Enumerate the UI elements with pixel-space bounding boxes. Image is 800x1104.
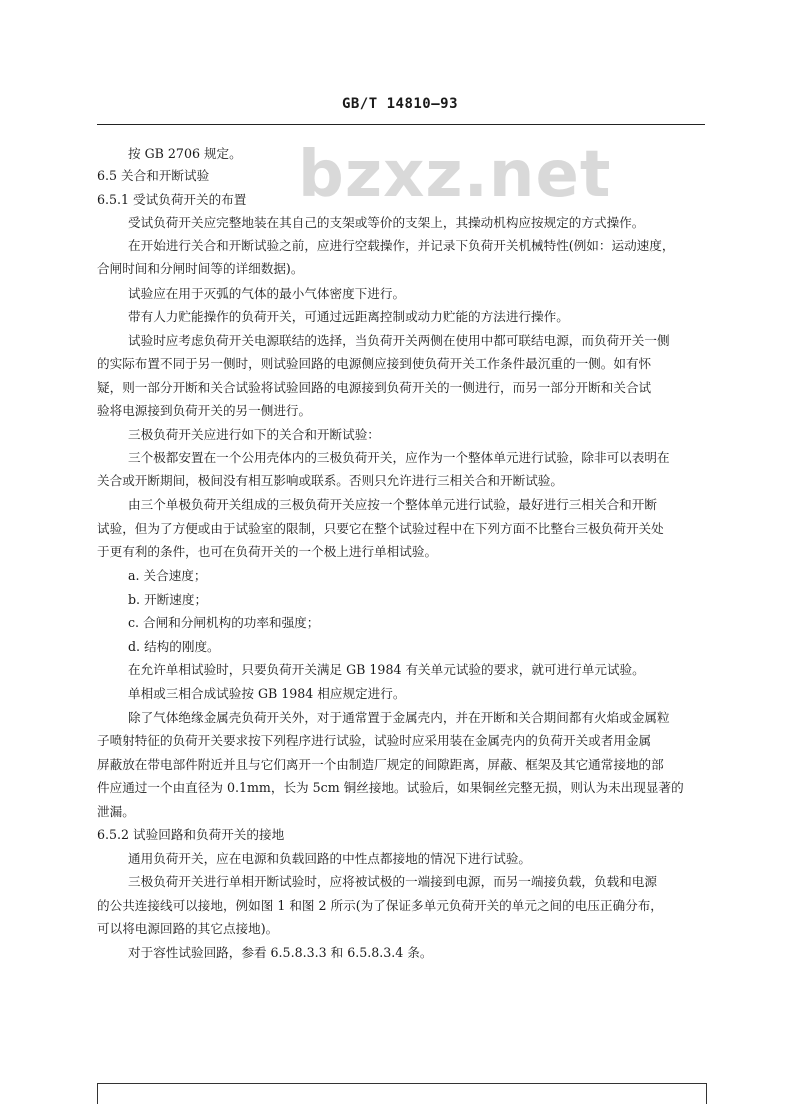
list-item: c. 合闸和分闸机构的功率和强度； bbox=[128, 615, 320, 630]
text-line: 的实际布置不同于另一侧时，则试验回路的电源侧应接到使负荷开关工作条件最沉重的一侧。如有怀 bbox=[97, 356, 652, 371]
text-line: 子喷射特征的负荷开关要求按下列程序进行试验，试验时应采用装在金属壳内的负荷开关或者用金属 bbox=[97, 733, 652, 748]
text-line: 除了气体绝缘金属壳负荷开关外，对于通常置于金属壳内，并在开断和关合期间都有火焰或金属粒 bbox=[128, 710, 670, 725]
list-item: a. 关合速度； bbox=[128, 568, 207, 583]
watermark: bzxz.net bbox=[298, 138, 612, 212]
text-line: 三极负荷开关应进行如下的关合和开断试验： bbox=[128, 427, 380, 442]
section-heading: 6.5.1 受试负荷开关的布置 bbox=[97, 192, 247, 207]
section-heading: 6.5 关合和开断试验 bbox=[97, 168, 210, 183]
text-line: 受试负荷开关应完整地装在其自己的支架或等价的支架上，其操动机构应按规定的方式操作。 bbox=[128, 215, 645, 230]
text-line: 可以将电源回路的其它点接地)。 bbox=[97, 921, 279, 936]
figure-frame-top bbox=[97, 1083, 707, 1104]
standard-number-header: GB/T 14810—93 bbox=[341, 96, 459, 112]
list-item: b. 开断速度； bbox=[128, 592, 208, 607]
text-line: 关合或开断期间，极间没有相互影响或联系。否则只允许进行三相关合和开断试验。 bbox=[97, 473, 563, 488]
text-line: 于更有利的条件，也可在负荷开关的一个极上进行单相试验。 bbox=[97, 544, 438, 559]
text-line: 验将电源接到负荷开关的另一侧进行。 bbox=[97, 403, 312, 418]
text-line: 在开始进行关合和开断试验之前，应进行空载操作，并记录下负荷开关机械特性(例如：运动速度， bbox=[128, 238, 675, 253]
text-line: 疑，则一部分开断和关合试验将试验回路的电源接到负荷开关的一侧进行，而另一部分开断和关合试 bbox=[97, 380, 652, 395]
text-line: 试验应在用于灭弧的气体的最小气体密度下进行。 bbox=[128, 286, 406, 301]
list-item: d. 结构的刚度。 bbox=[128, 639, 220, 654]
text-line: 试验，但为了方便或由于试验室的限制，只要它在整个试验过程中在下列方面不比整台三极负荷开关处 bbox=[97, 521, 664, 536]
text-line: 的公共连接线可以接地，例如图 1 和图 2 所示(为了保证多单元负荷开关的单元之间的电压正确分布， bbox=[97, 898, 663, 913]
text-line: 试验时应考虑负荷开关电源联结的选择，当负荷开关两侧在使用中都可联结电源，而负荷开关一侧 bbox=[128, 333, 670, 348]
text-line: 泄漏。 bbox=[97, 804, 135, 819]
text-line: 带有人力贮能操作的负荷开关，可通过远距离控制或动力贮能的方法进行操作。 bbox=[128, 309, 569, 324]
text-line: 由三个单极负荷开关组成的三极负荷开关应按一个整体单元进行试验，最好进行三相关合和开断 bbox=[128, 497, 657, 512]
text-line: 单相或三相合成试验按 GB 1984 相应规定进行。 bbox=[128, 686, 406, 701]
text-line: 合闸时间和分闸时间等的详细数据)。 bbox=[97, 261, 304, 276]
section-heading: 6.5.2 试验回路和负荷开关的接地 bbox=[97, 827, 285, 842]
text-line: 件应通过一个由直径为 0.1mm，长为 5cm 铜丝接地。试验后，如果铜丝完整无损，则认为未出现显著的 bbox=[97, 780, 684, 795]
header-rule bbox=[97, 124, 705, 125]
text-line: 通用负荷开关，应在电源和负载回路的中性点都接地的情况下进行试验。 bbox=[128, 851, 531, 866]
text-line: 屏蔽放在带电部件附近并且与它们离开一个由制造厂规定的间隙距离，屏蔽、框架及其它通常接地的部 bbox=[97, 757, 664, 772]
text-line: 三个极都安置在一个公用壳体内的三极负荷开关，应作为一个整体单元进行试验，除非可以表明在 bbox=[128, 450, 670, 465]
text-line: 在允许单相试验时，只要负荷开关满足 GB 1984 有关单元试验的要求，就可进行单元试验。 bbox=[128, 662, 645, 677]
text-line: 对于容性试验回路，参看 6.5.8.3.3 和 6.5.8.3.4 条。 bbox=[128, 945, 433, 960]
text-line: 按 GB 2706 规定。 bbox=[128, 146, 242, 161]
text-line: 三极负荷开关进行单相开断试验时，应将被试极的一端接到电源，而另一端接负载，负载和电源 bbox=[128, 874, 657, 889]
